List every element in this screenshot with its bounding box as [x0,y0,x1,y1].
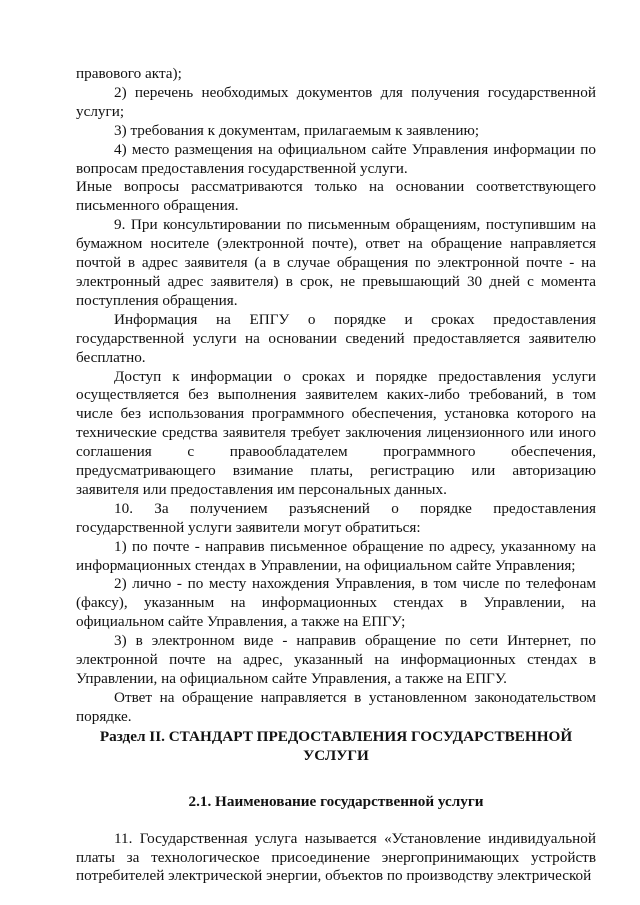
paragraph-act-continuation: правового акта); [76,65,182,82]
list-item-electronic: 3) в электронном виде - направив обращение по сети Интернет, по электронной почте на адрес, указанный на информационных стендах в Управлении, на официальном сайте Управления, а также на ЕПГУ. [76,632,596,687]
paragraph-access-info: Доступ к информации о сроках и порядке предоставления услуги осуществляется без выполнения заявителем каких-либо требований, в том числе без использования программного обеспечения, установка которого на технические средства заявителя требует заключения лицензионного или иного соглашения с правообладателем программного обеспечения, предусматривающего взимание платы, регистрацию или авторизацию заявителя или предоставления им персональных данных. [76,367,596,498]
document-body [76,65,596,886]
list-item-documents: 2) перечень необходимых документов для получения государственной услуги; [76,83,596,120]
list-item-requirements: 3) требования к документам, прилагаемым к заявлению; [114,121,480,139]
list-item-website-info: 4) место размещения на официальном сайте Управления информации по вопросам предоставления государственной услуги. [76,140,596,177]
list-item-by-mail: 1) по почте - направив письменное обращение по адресу, указанному на информационных стендах в Управлении, на официальном сайте Управления; [76,537,596,574]
paragraph-epgu-info: Информация на ЕПГУ о порядке и сроках предоставления государственной услуги на основании сведений предоставляется заявителю бесплатно. [76,310,596,366]
paragraph-10-clarifications: 10. За получением разъяснений о порядке предоставления государственной услуги заявители могут обратиться: [76,499,596,536]
subsection-title: 2.1. Наименование государственной услуги [188,792,484,810]
section-title: Раздел II. СТАНДАРТ ПРЕДОСТАВЛЕНИЯ ГОСУДАРСТВЕННОЙ УСЛУГИ [99,727,573,764]
list-item-in-person: 2) лично - по месту нахождения Управления, в том числе по телефонам (факсу), указанным на информационных стендах в Управлении, на официальном сайте Управления, а также на ЕПГУ; [76,575,596,631]
paragraph-11-service-name: 11. Государственная услуга называется «Установление индивидуальной платы за технологическое присоединение энергопринимающих устройств потребителей электрической энергии, объектов по производству электрической [76,829,596,885]
paragraph-response-order: Ответ на обращение направляется в установленном законодательством порядке. [76,688,596,725]
paragraph-9-written-consultation: 9. При консультировании по письменным обращениям, поступившим на бумажном носителе (электронной почте), ответ на обращение направляется почтой в адрес заявителя (а в случае обращения по электронной почте - на электронный адрес заявителя) в срок, не превышающий 30 дней с момента поступления обращения. [76,216,596,309]
paragraph-other-questions: Иные вопросы рассматриваются только на основании соответствующего письменного обращения. [76,178,596,215]
